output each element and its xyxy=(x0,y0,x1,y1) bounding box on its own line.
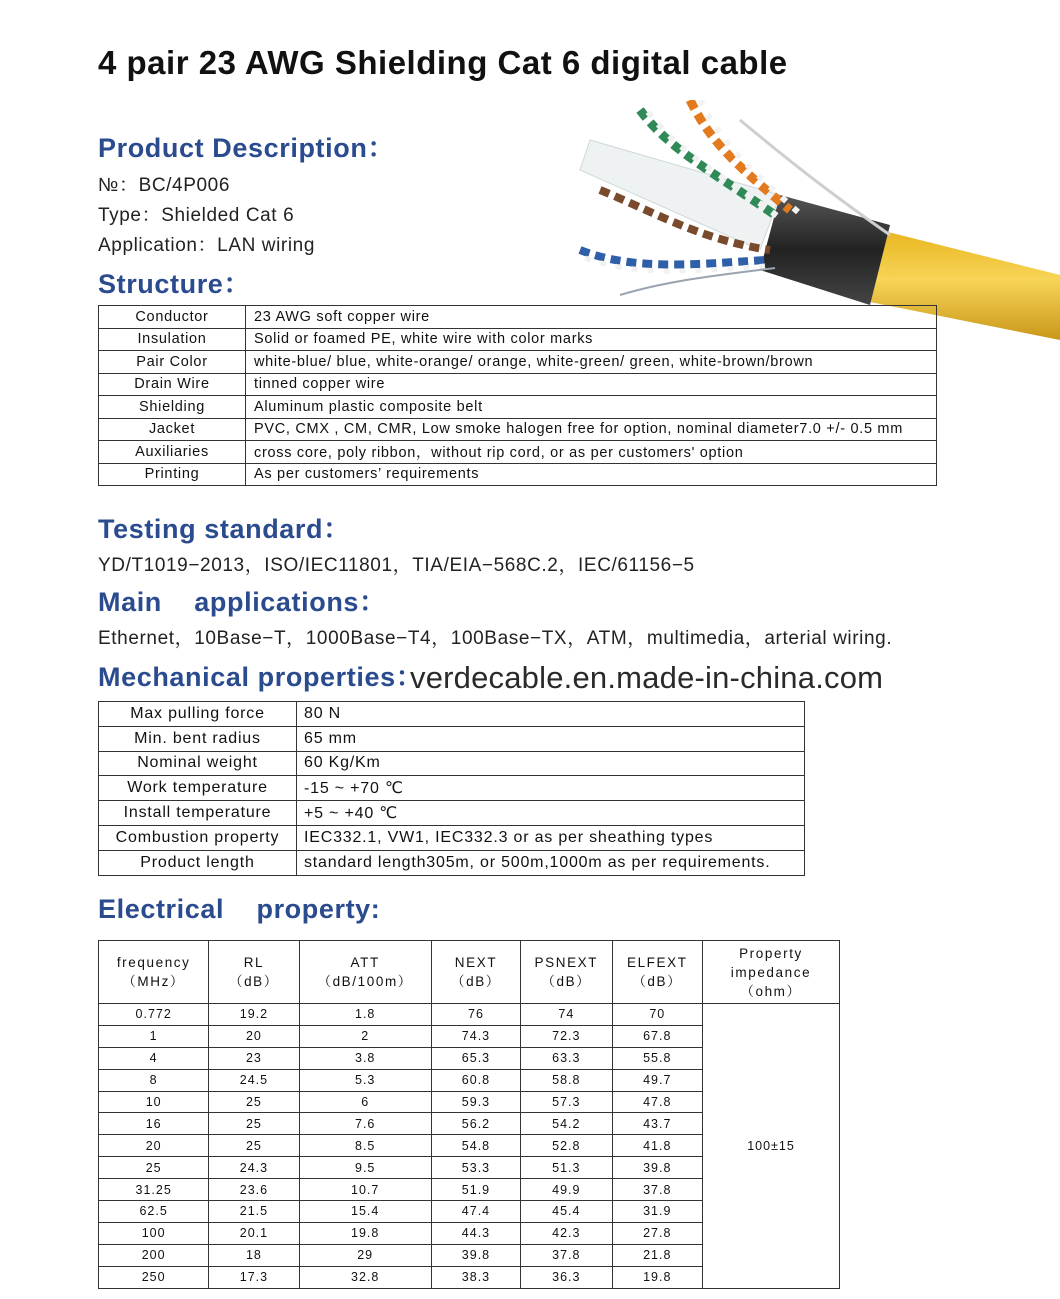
table-cell: 8.5 xyxy=(299,1135,431,1157)
table-cell: 24.5 xyxy=(209,1069,299,1091)
table-cell: 56.2 xyxy=(431,1113,520,1135)
column-header-unit: （dB） xyxy=(632,974,683,989)
table-cell: 25 xyxy=(99,1157,209,1179)
table-row xyxy=(99,726,805,751)
table-cell: 45.4 xyxy=(521,1201,612,1223)
product-number: №：BC/4P006 xyxy=(98,175,230,196)
column-header xyxy=(703,941,840,1004)
table-row xyxy=(99,751,805,776)
mechanical-value: 60 Kg/Km xyxy=(297,751,805,776)
table-cell: 8 xyxy=(99,1069,209,1091)
column-header xyxy=(99,941,209,1004)
column-header xyxy=(209,941,299,1004)
table-cell: 55.8 xyxy=(612,1047,702,1069)
heading-mechanical: Mechanical properties： xyxy=(98,662,424,692)
column-header xyxy=(431,941,520,1004)
table-cell: 36.3 xyxy=(521,1266,612,1288)
table-cell: 60.8 xyxy=(431,1069,520,1091)
table-cell: 51.9 xyxy=(431,1179,520,1201)
table-row xyxy=(99,418,937,441)
table-cell: 37.8 xyxy=(612,1179,702,1201)
table-cell: 19.8 xyxy=(612,1266,702,1288)
table-cell: 42.3 xyxy=(521,1222,612,1244)
table-cell: 29 xyxy=(299,1244,431,1266)
table-cell: 250 xyxy=(99,1266,209,1288)
impedance-cell: 100±15 xyxy=(703,1004,840,1289)
table-cell: 27.8 xyxy=(612,1222,702,1244)
mechanical-key: Max pulling force xyxy=(99,702,297,727)
table-cell: 39.8 xyxy=(431,1244,520,1266)
mechanical-value: 80 N xyxy=(297,702,805,727)
column-header-unit: （dB） xyxy=(451,974,501,989)
table-cell: 49.7 xyxy=(612,1069,702,1091)
structure-value: 23 AWG soft copper wire xyxy=(246,306,937,329)
structure-value: cross core, poly ribbon，without rip cord, or as per customers' option xyxy=(246,441,937,464)
column-header xyxy=(521,941,612,1004)
pair-blue xyxy=(580,250,765,264)
table-cell: 62.5 xyxy=(99,1201,209,1223)
table-cell: 32.8 xyxy=(299,1266,431,1288)
column-header-unit: （dB/100m） xyxy=(317,974,413,989)
column-header-unit: （MHz） xyxy=(122,974,186,989)
table-row xyxy=(99,328,937,351)
column-header-name: Property impedance xyxy=(730,945,812,980)
table-cell: 72.3 xyxy=(521,1025,612,1047)
table-cell: 20.1 xyxy=(209,1222,299,1244)
structure-value: Aluminum plastic composite belt xyxy=(246,396,937,419)
mechanical-key: Min. bent radius xyxy=(99,726,297,751)
table-cell: 7.6 xyxy=(299,1113,431,1135)
cable-shield xyxy=(760,195,890,305)
table-cell: 37.8 xyxy=(521,1244,612,1266)
table-cell: 1.8 xyxy=(299,1004,431,1026)
column-header xyxy=(299,941,431,1004)
table-cell: 23 xyxy=(209,1047,299,1069)
table-cell: 54.8 xyxy=(431,1135,520,1157)
table-row xyxy=(99,1004,840,1026)
table-cell: 31.9 xyxy=(612,1201,702,1223)
table-cell: 10 xyxy=(99,1091,209,1113)
table-cell: 59.3 xyxy=(431,1091,520,1113)
table-cell: 53.3 xyxy=(431,1157,520,1179)
table-cell: 6 xyxy=(299,1091,431,1113)
table-cell: 5.3 xyxy=(299,1069,431,1091)
table-row xyxy=(99,776,805,801)
table-cell: 20 xyxy=(99,1135,209,1157)
structure-value: PVC, CMX , CM, CMR, Low smoke halogen free for option, nominal diameter7.0 +/- 0.5 mm xyxy=(246,418,937,441)
heading-main-applications: Main applications： xyxy=(98,587,387,617)
column-header-name: PSNEXT xyxy=(534,955,599,970)
table-row xyxy=(99,463,937,486)
table-cell: 58.8 xyxy=(521,1069,612,1091)
table-cell: 25 xyxy=(209,1113,299,1135)
mechanical-value: +5 ~ +40 ℃ xyxy=(297,801,805,826)
table-cell: 52.8 xyxy=(521,1135,612,1157)
table-row xyxy=(99,351,937,374)
table-cell: 18 xyxy=(209,1244,299,1266)
table-cell: 1 xyxy=(99,1025,209,1047)
mechanical-value: 65 mm xyxy=(297,726,805,751)
table-cell: 2 xyxy=(299,1025,431,1047)
cable-photo xyxy=(560,100,1060,340)
column-header-name: NEXT xyxy=(454,955,498,970)
table-cell: 100 xyxy=(99,1222,209,1244)
electrical-table xyxy=(98,940,840,1289)
structure-key: Jacket xyxy=(99,418,246,441)
table-cell: 63.3 xyxy=(521,1047,612,1069)
mechanical-table xyxy=(98,701,805,876)
main-applications-text: Ethernet，10Base−T，1000Base−T4，100Base−TX，ATM，multimedia，arterial wiring. xyxy=(98,628,893,649)
structure-key: Insulation xyxy=(99,328,246,351)
table-cell: 4 xyxy=(99,1047,209,1069)
structure-key: Drain Wire xyxy=(99,373,246,396)
heading-testing-standard: Testing standard： xyxy=(98,514,351,544)
table-cell: 9.5 xyxy=(299,1157,431,1179)
table-cell: 19.8 xyxy=(299,1222,431,1244)
structure-value: Solid or foamed PE, white wire with color marks xyxy=(246,328,937,351)
column-header-name: frequency xyxy=(116,955,191,970)
table-row xyxy=(99,441,937,464)
structure-key: Auxiliaries xyxy=(99,441,246,464)
table-cell: 41.8 xyxy=(612,1135,702,1157)
table-cell: 24.3 xyxy=(209,1157,299,1179)
table-row xyxy=(99,801,805,826)
mechanical-value: standard length305m, or 500m,1000m as per requirements. xyxy=(297,850,805,875)
structure-value: As per customers’ requirements xyxy=(246,463,937,486)
table-row xyxy=(99,825,805,850)
product-application: Application：LAN wiring xyxy=(98,235,316,256)
table-row xyxy=(99,850,805,875)
product-type: Type：Shielded Cat 6 xyxy=(98,205,295,226)
table-row xyxy=(99,306,937,329)
table-cell: 10.7 xyxy=(299,1179,431,1201)
mechanical-key: Product length xyxy=(99,850,297,875)
table-cell: 44.3 xyxy=(431,1222,520,1244)
structure-value: tinned copper wire xyxy=(246,373,937,396)
structure-value: white-blue/ blue, white-orange/ orange, white-green/ green, white-brown/brown xyxy=(246,351,937,374)
testing-standard-text: YD/T1019−2013，ISO/IEC11801，TIA/EIA−568C.2，IEC/61156−5 xyxy=(98,555,695,576)
table-cell: 3.8 xyxy=(299,1047,431,1069)
heading-product-description: Product Description： xyxy=(98,133,396,163)
table-cell: 74.3 xyxy=(431,1025,520,1047)
page-title: 4 pair 23 AWG Shielding Cat 6 digital cable xyxy=(98,44,788,81)
heading-structure: Structure： xyxy=(98,269,252,299)
table-cell: 31.25 xyxy=(99,1179,209,1201)
table-cell: 25 xyxy=(209,1091,299,1113)
heading-electrical: Electrical property: xyxy=(98,894,381,924)
column-header-unit: （dB） xyxy=(541,974,592,989)
table-cell: 23.6 xyxy=(209,1179,299,1201)
mechanical-value: -15 ~ +70 ℃ xyxy=(297,776,805,801)
structure-table xyxy=(98,305,937,486)
mechanical-key: Nominal weight xyxy=(99,751,297,776)
table-cell: 39.8 xyxy=(612,1157,702,1179)
table-cell: 21.8 xyxy=(612,1244,702,1266)
table-row xyxy=(99,373,937,396)
table-cell: 19.2 xyxy=(209,1004,299,1026)
structure-key: Printing xyxy=(99,463,246,486)
table-cell: 54.2 xyxy=(521,1113,612,1135)
table-cell: 0.772 xyxy=(99,1004,209,1026)
table-cell: 25 xyxy=(209,1135,299,1157)
table-cell: 67.8 xyxy=(612,1025,702,1047)
table-row xyxy=(99,396,937,419)
table-cell: 65.3 xyxy=(431,1047,520,1069)
table-cell: 47.8 xyxy=(612,1091,702,1113)
table-cell: 70 xyxy=(612,1004,702,1026)
structure-key: Conductor xyxy=(99,306,246,329)
column-header-unit: （ohm） xyxy=(740,983,802,999)
mechanical-key: Combustion property xyxy=(99,825,297,850)
column-header-unit: （dB） xyxy=(228,974,279,989)
table-cell: 57.3 xyxy=(521,1091,612,1113)
table-cell: 47.4 xyxy=(431,1201,520,1223)
column-header-name: RL xyxy=(243,955,265,970)
table-cell: 43.7 xyxy=(612,1113,702,1135)
table-cell: 20 xyxy=(209,1025,299,1047)
watermark: verdecable.en.made-in-china.com xyxy=(410,660,884,695)
structure-key: Shielding xyxy=(99,396,246,419)
table-cell: 21.5 xyxy=(209,1201,299,1223)
table-cell: 38.3 xyxy=(431,1266,520,1288)
table-cell: 51.3 xyxy=(521,1157,612,1179)
table-cell: 49.9 xyxy=(521,1179,612,1201)
table-cell: 74 xyxy=(521,1004,612,1026)
column-header xyxy=(612,941,702,1004)
table-cell: 17.3 xyxy=(209,1266,299,1288)
table-cell: 16 xyxy=(99,1113,209,1135)
mechanical-value: IEC332.1, VW1, IEC332.3 or as per sheathing types xyxy=(297,825,805,850)
table-cell: 200 xyxy=(99,1244,209,1266)
column-header-name: ELFEXT xyxy=(626,955,688,970)
column-header-name: ATT xyxy=(350,955,380,970)
mechanical-key: Install temperature xyxy=(99,801,297,826)
table-cell: 15.4 xyxy=(299,1201,431,1223)
table-row xyxy=(99,702,805,727)
structure-key: Pair Color xyxy=(99,351,246,374)
table-cell: 76 xyxy=(431,1004,520,1026)
mechanical-key: Work temperature xyxy=(99,776,297,801)
